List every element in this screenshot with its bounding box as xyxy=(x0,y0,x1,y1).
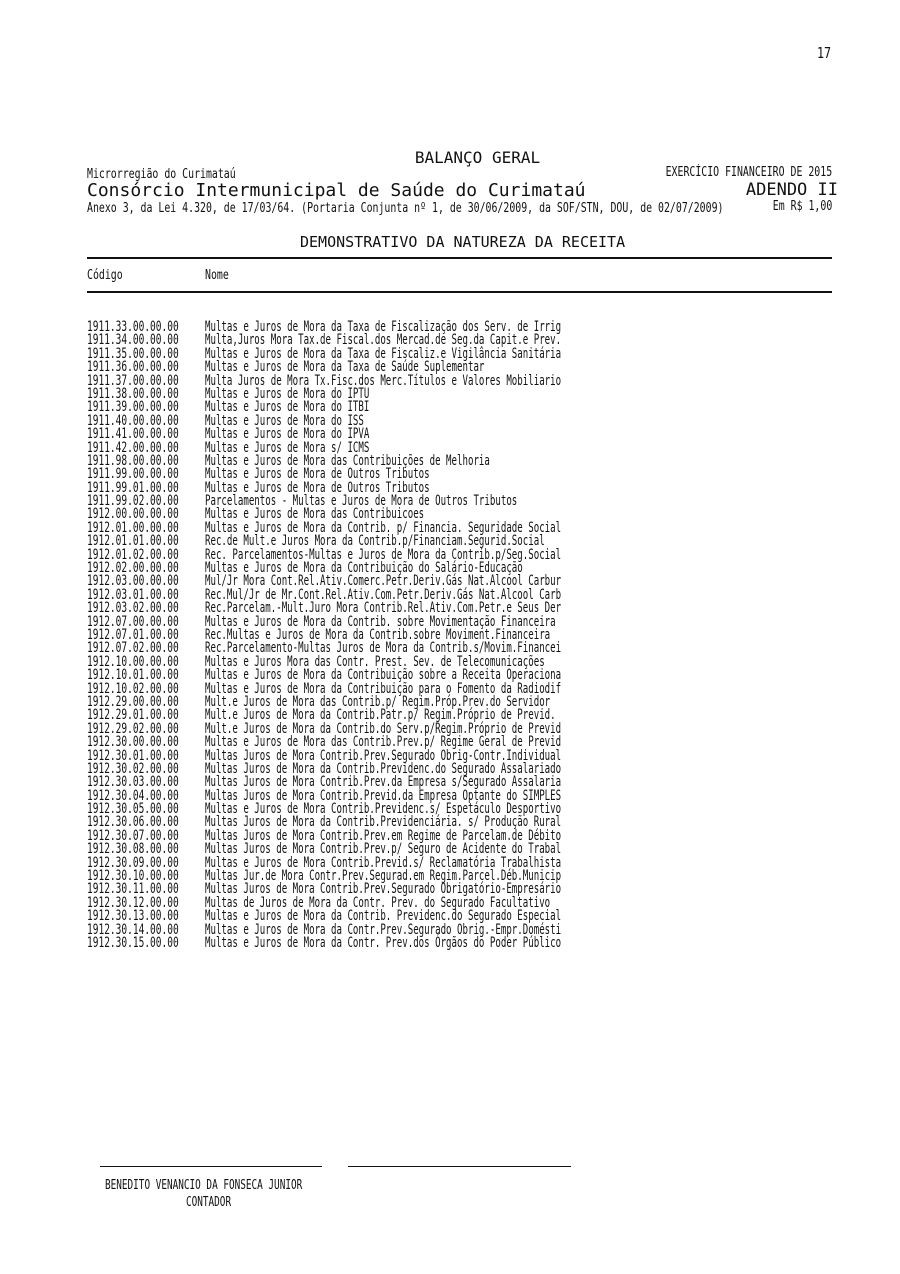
signer-role: CONTADOR xyxy=(186,1195,232,1210)
row-name: Multas e Juros de Mora do IPVA xyxy=(205,426,370,443)
row-name: Multas Juros de Mora da Contrib.Previdenciária. s/ Produção Rural xyxy=(205,814,562,831)
row-name: Multas e Juros de Mora da Contrib. Previdenc.do Segurado Especial xyxy=(205,908,562,925)
row-code: 1912.30.02.00.00 xyxy=(87,760,179,777)
row-name: Multas e Juros de Mora do IPTU xyxy=(205,385,370,402)
row-name: Multas e Juros de Mora do ISS xyxy=(205,412,364,429)
row-code: 1912.01.01.00.00 xyxy=(87,533,179,550)
row-code: 1912.01.02.00.00 xyxy=(87,546,179,563)
fiscal-year-label: EXERCÍCIO FINANCEIRO DE 2015 xyxy=(665,165,832,180)
row-name: Multas e Juros de Mora da Contrib. p/ Financia. Seguridade Social xyxy=(205,519,562,536)
row-code: 1912.07.02.00.00 xyxy=(87,640,179,657)
row-code: 1912.30.08.00.00 xyxy=(87,841,179,858)
row-code: 1912.30.07.00.00 xyxy=(87,827,179,844)
row-name: Multas e Juros de Mora da Taxa de Saúde Suplementar xyxy=(205,359,485,376)
signature-line-left xyxy=(100,1166,322,1167)
row-name: Multas e Juros de Mora das Contribuicoes xyxy=(205,506,425,523)
row-code: 1912.03.00.00.00 xyxy=(87,573,179,590)
column-header-code: Código xyxy=(87,268,123,283)
row-code: 1912.03.01.00.00 xyxy=(87,586,179,603)
row-code: 1912.29.02.00.00 xyxy=(87,720,179,737)
divider xyxy=(87,291,832,293)
row-name: Multas Juros de Mora Contrib.Prev.p/ Seguro de Acidente do Trabal xyxy=(205,841,562,858)
row-code: 1911.99.00.00.00 xyxy=(87,466,179,483)
row-code: 1911.99.01.00.00 xyxy=(87,479,179,496)
row-name: Multas e Juros de Mora das Contribuições de Melhoria xyxy=(205,452,490,469)
row-name: Multas Juros de Mora Contrib.Prev.Segurado Obrig-Contr.Individual xyxy=(205,747,562,764)
row-name: Multas Juros de Mora Contrib.Prev.em Regime de Parcelam.de Débito xyxy=(205,827,562,844)
row-name: Multa Juros de Mora Tx.Fisc.dos Merc.Títulos e Valores Mobiliario xyxy=(205,372,562,389)
row-code: 1912.10.01.00.00 xyxy=(87,667,179,684)
row-name: Rec.de Mult.e Juros Mora da Contrib.p/Financiam.Segurid.Social xyxy=(205,533,545,550)
row-code: 1912.01.00.00.00 xyxy=(87,519,179,536)
row-code: 1911.98.00.00.00 xyxy=(87,452,179,469)
row-name: Mul/Jr Mora Cont.Rel.Ativ.Comerc.Petr.Deriv.Gás Nat.Alcool Carbur xyxy=(205,573,562,590)
row-name: Multas de Juros de Mora da Contr. Prev. do Segurado Facultativo xyxy=(205,894,551,911)
row-code: 1912.30.09.00.00 xyxy=(87,854,179,871)
row-name: Mult.e Juros de Mora das Contrib.p/ Regim.Próp.Prev.do Servidor xyxy=(205,693,551,710)
row-code: 1912.30.03.00.00 xyxy=(87,774,179,791)
row-code: 1912.30.13.00.00 xyxy=(87,908,179,925)
row-name: Multas e Juros de Mora da Contribuição sobre a Receita Operaciona xyxy=(205,667,562,684)
row-code: 1911.39.00.00.00 xyxy=(87,399,179,416)
row-name: Multas e Juros de Mora de Outros Tributos xyxy=(205,466,430,483)
row-name: Multas e Juros de Mora s/ ICMS xyxy=(205,439,370,456)
divider xyxy=(87,257,832,259)
report-title: DEMONSTRATIVO DA NATUREZA DA RECEITA xyxy=(300,233,626,251)
row-code: 1911.40.00.00.00 xyxy=(87,412,179,429)
row-name: Multas e Juros de Mora da Taxa de Fiscalização dos Serv. de Irrig xyxy=(205,319,562,335)
row-name: Multas e Juros de Mora da Contr.Prev.Segurado Obrig.-Empr.Domésti xyxy=(205,921,562,938)
row-code: 1912.10.00.00.00 xyxy=(87,653,179,670)
row-name: Multas e Juros de Mora de Outros Tributos xyxy=(205,479,430,496)
region-label: Microrregião do Curimataú xyxy=(87,167,236,182)
row-name: Multas e Juros de Mora Contrib.Previd.s/ Reclamatória Trabalhista xyxy=(205,854,562,871)
row-name: Multas e Juros de Mora das Contrib.Prev.p/ Regime Geral de Previd xyxy=(205,734,562,751)
row-code: 1912.30.14.00.00 xyxy=(87,921,179,938)
row-code: 1911.34.00.00.00 xyxy=(87,332,179,349)
row-code: 1911.41.00.00.00 xyxy=(87,426,179,443)
row-name: Multas e Juros de Mora da Contribuição do Salário-Educação xyxy=(205,560,523,577)
row-code: 1912.30.15.00.00 xyxy=(87,934,179,951)
report-header-title: BALANÇO GERAL xyxy=(414,148,541,167)
row-code: 1911.33.00.00.00 xyxy=(87,319,179,335)
row-code: 1912.30.05.00.00 xyxy=(87,801,179,818)
row-code: 1912.30.01.00.00 xyxy=(87,747,179,764)
header-legal-row xyxy=(87,199,832,215)
page-number: 17 xyxy=(816,44,831,62)
header-region-row xyxy=(87,165,832,181)
row-code: 1911.36.00.00.00 xyxy=(87,359,179,376)
row-name: Multas e Juros de Mora do ITBI xyxy=(205,399,370,416)
row-name: Multas Juros de Mora Contrib.Previd.da Empresa Optante do SIMPLES xyxy=(205,787,562,804)
row-code: 1912.30.04.00.00 xyxy=(87,787,179,804)
row-name: Multas e Juros de Mora Contrib.Previdenc.s/ Espetáculo Desportivo xyxy=(205,801,562,818)
currency-unit: Em R$ 1,00 xyxy=(772,199,832,214)
row-name: Rec. Parcelamentos-Multas e Juros de Mora da Contrib.p/Seg.Social xyxy=(205,546,562,563)
row-name: Multas e Juros de Mora da Contr. Prev.dos Órgãos do Poder Público xyxy=(205,934,562,951)
row-code: 1911.99.02.00.00 xyxy=(87,493,179,510)
row-code: 1912.10.02.00.00 xyxy=(87,680,179,697)
row-code: 1912.30.10.00.00 xyxy=(87,868,179,885)
row-code: 1912.07.00.00.00 xyxy=(87,613,179,630)
signature-line-right xyxy=(348,1166,571,1167)
row-name: Multas e Juros de Mora da Contribuição para o Fomento da Radiodif xyxy=(205,680,562,697)
row-name: Multas e Juros Mora das Contr. Prest. Sev. de Telecomunicações xyxy=(205,653,545,670)
row-code: 1912.00.00.00.00 xyxy=(87,506,179,523)
legal-basis: Anexo 3, da Lei 4.320, de 17/03/64. (Portaria Conjunta nº 1, de 30/06/2009, da SOF/STN, DOU, de 02/07/2009) xyxy=(87,201,724,216)
row-name: Multas Jur.de Mora Contr.Prev.Segurad.em Regim.Parcel.Déb.Municip xyxy=(205,868,562,885)
column-header-name: Nome xyxy=(205,268,229,283)
row-code: 1912.02.00.00.00 xyxy=(87,560,179,577)
row-name: Multas Juros de Mora da Contrib.Previdenc.do Segurado Assalariado xyxy=(205,760,562,777)
row-code: 1912.03.02.00.00 xyxy=(87,600,179,617)
row-code: 1912.30.06.00.00 xyxy=(87,814,179,831)
row-name: Mult.e Juros de Mora da Contrib.do Serv.p/Regim.Próprio de Previd xyxy=(205,720,562,737)
row-name: Multas Juros de Mora Contrib.Prev.Segurado Obrigatório-Empresário xyxy=(205,881,562,898)
row-name: Multa,Juros Mora Tax.de Fiscal.dos Mercad.de Seg.da Capit.e Prev. xyxy=(205,332,562,349)
row-code: 1912.30.12.00.00 xyxy=(87,894,179,911)
row-name: Multas Juros de Mora Contrib.Prev.da Empresa s/Segurado Assalaria xyxy=(205,774,562,791)
row-name: Mult.e Juros de Mora da Contrib.Patr.p/ Regim.Próprio de Previd. xyxy=(205,707,556,724)
row-name: Multas e Juros de Mora da Taxa de Fiscaliz.e Vigilância Sanitária xyxy=(205,345,562,362)
row-name: Rec.Parcelamento-Multas Juros de Mora da Contrib.s/Movim.Financei xyxy=(205,640,562,657)
row-code: 1911.38.00.00.00 xyxy=(87,385,179,402)
row-code: 1912.07.01.00.00 xyxy=(87,626,179,643)
row-code: 1912.29.00.00.00 xyxy=(87,693,179,710)
row-name: Multas e Juros de Mora da Contrib. sobre Movimentação Financeira xyxy=(205,613,556,630)
row-code: 1911.35.00.00.00 xyxy=(87,345,179,362)
row-name: Rec.Multas e Juros de Mora da Contrib.sobre Moviment.Financeira xyxy=(205,626,551,643)
row-name: Rec.Mul/Jr de Mr.Cont.Rel.Ativ.Com.Petr.Deriv.Gás Nat.Alcool Carb xyxy=(205,586,562,603)
row-name: Rec.Parcelam.-Mult.Juro Mora Contrib.Rel.Ativ.Com.Petr.e Seus Der xyxy=(205,600,562,617)
addendum-label: ADENDO II xyxy=(745,180,838,200)
row-name: Parcelamentos - Multas e Juros de Mora de Outros Tributos xyxy=(205,493,518,510)
row-code: 1912.30.11.00.00 xyxy=(87,881,179,898)
row-code: 1912.29.01.00.00 xyxy=(87,707,179,724)
entity-name: Consórcio Intermunicipal de Saúde do Curimataú xyxy=(87,180,586,201)
row-code: 1912.30.00.00.00 xyxy=(87,734,179,751)
row-code: 1911.42.00.00.00 xyxy=(87,439,179,456)
signer-name: BENEDITO VENANCIO DA FONSECA JUNIOR xyxy=(105,1178,303,1193)
row-code: 1911.37.00.00.00 xyxy=(87,372,179,389)
